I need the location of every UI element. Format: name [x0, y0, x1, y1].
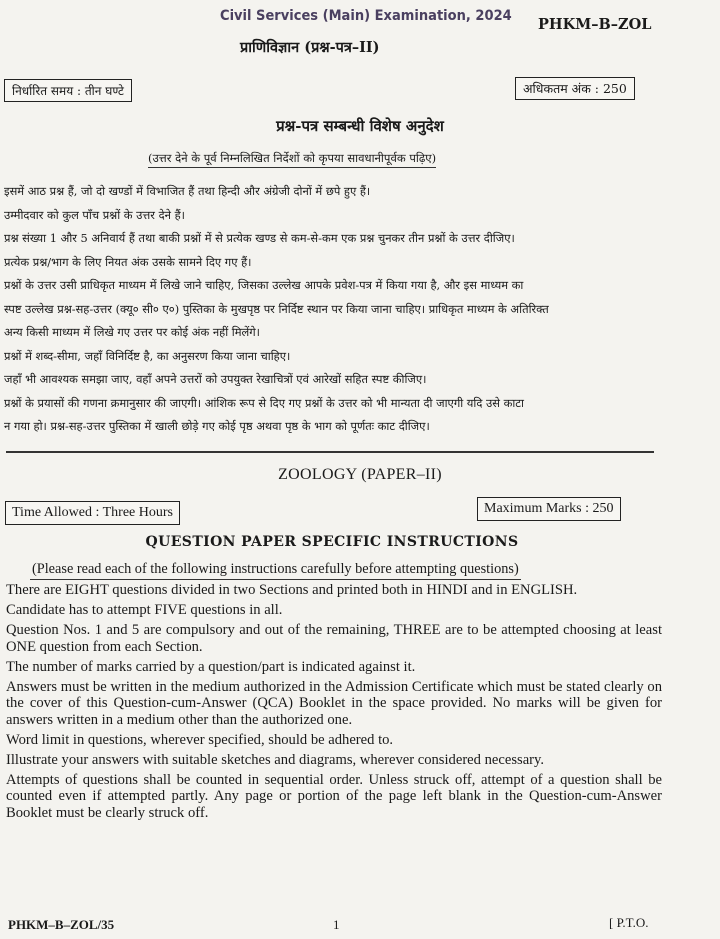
hindi-line: उम्मीदवार को कुल पाँच प्रश्नों के उत्तर देने हैं।	[4, 207, 185, 222]
instruction-paragraph: The number of marks carried by a question/part is indicated against it.	[6, 658, 416, 675]
hindi-line: न गया हो। प्रश्न-सह-उत्तर पुस्तिका में खाली छोड़े गए कोई पृष्ठ अथवा पृष्ठ के भाग को पूर्णतः काट दीजिए।	[4, 419, 430, 433]
hindi-line: प्रश्नों के उत्तर उसी प्राधिकृत माध्यम में लिखे जाने चाहिए, जिसका उल्लेख आपके प्रवेश-पत्र में किया गया है, और इस माध्यम का	[4, 278, 524, 292]
hindi-line: प्रश्नों के प्रयासों की गणना क्रमानुसार की जाएगी। आंशिक रूप से दिए गए प्रश्नों के उत्तर को भी मान्यता दी जाएगी यदि उसे काटा	[4, 395, 524, 410]
instruction-paragraph: Candidate has to attempt FIVE questions in all.	[6, 602, 283, 618]
hindi-instructions	[4, 180, 716, 439]
instruction-paragraph: Answers must be written in the medium authorized in the Admission Certificate which must be stated clearly on the cover of this Question-cum-Answer (QCA) Booklet in the space provided. No marks will be given for answers written in a medium other than the authorized one.	[6, 678, 662, 728]
hindi-line: अन्य किसी माध्यम में लिखे गए उत्तर पर कोई अंक नहीं मिलेंगे।	[4, 325, 261, 339]
english-time-allowed: Time Allowed : Three Hours	[5, 501, 180, 525]
footer-paper-code: PHKM–B–ZOL/35	[8, 917, 115, 932]
hindi-time-allowed: निर्धारित समय : तीन घण्टे	[4, 79, 132, 102]
hindi-line: प्रश्नों में शब्द-सीमा, जहाँ विनिर्दिष्ट है, का अनुसरण किया जाना चाहिए।	[4, 348, 291, 363]
hindi-line: इसमें आठ प्रश्न हैं, जो दो खण्डों में विभाजित हैं तथा हिन्दी और अंग्रेजी दोनों में छपे हुए हैं।	[4, 184, 371, 198]
instruction-paragraph: Word limit in questions, wherever specified, should be adhered to.	[6, 731, 394, 748]
hindi-subject-title: प्राणिविज्ञान (प्रश्न-पत्र–II)	[240, 39, 380, 56]
english-instructions	[6, 582, 662, 825]
instruction-paragraph: There are EIGHT questions divided in two Sections and printed both in HINDI and in ENGLISH.	[6, 582, 578, 598]
paper-code: PHKM–B–ZOL	[538, 16, 652, 33]
hindi-max-marks: अधिकतम अंक : 250	[515, 77, 635, 100]
english-instructions-subheading: (Please read each of the following instructions carefully before attempting questions)	[30, 561, 521, 580]
hindi-line: स्पष्ट उल्लेख प्रश्न-सह-उत्तर (क्यू० सी० ए०) पुस्तिका के मुखपृष्ठ पर निर्दिष्ट स्थान पर किया जाना चाहिए। प्राधिकृत माध्यम के अतिरिक्त	[4, 301, 549, 316]
instruction-paragraph: Attempts of questions shall be counted in sequential order. Unless struck off, attempt of a question shall be counted even if attempted partly. Any page or portion of the page left blank in the Question-cum-Answer Booklet must be clearly struck off.	[6, 771, 662, 821]
english-max-marks: Maximum Marks : 250	[477, 497, 621, 521]
english-instructions-heading: QUESTION PAPER SPECIFIC INSTRUCTIONS	[145, 534, 519, 550]
section-divider	[6, 451, 654, 453]
footer-pto: [ P.T.O.	[609, 915, 649, 930]
instruction-paragraph: Question Nos. 1 and 5 are compulsory and out of the remaining, THREE are to be attempted choosing at least ONE question from each Section.	[6, 622, 662, 655]
footer-page-number: 1	[333, 917, 340, 932]
exam-title: Civil Services (Main) Examination, 2024	[220, 8, 512, 24]
hindi-line: प्रत्येक प्रश्न/भाग के लिए नियत अंक उसके सामने दिए गए हैं।	[4, 254, 252, 269]
hindi-instructions-subheading: (उत्तर देने के पूर्व निम्नलिखित निर्देशों को कृपया सावधानीपूर्वक पढ़िए)	[148, 151, 436, 168]
instruction-paragraph: Illustrate your answers with suitable sketches and diagrams, wherever considered necessary.	[6, 751, 545, 768]
hindi-instructions-heading: प्रश्न-पत्र सम्बन्धी विशेष अनुदेश	[276, 117, 444, 135]
hindi-line: प्रश्न संख्या 1 और 5 अनिवार्य हैं तथा बाकी प्रश्नों में से प्रत्येक खण्ड से कम-से-कम एक प्रश्न चुनकर तीन प्रश्नों के उत्तर दीजिए।	[4, 231, 515, 245]
english-subject-title: ZOOLOGY (PAPER–II)	[278, 466, 442, 483]
hindi-line: जहाँ भी आवश्यक समझा जाए, वहाँ अपने उत्तरों को उपयुक्त रेखाचित्रों एवं आरेखों सहित स्पष्ट कीजिए।	[4, 372, 427, 386]
